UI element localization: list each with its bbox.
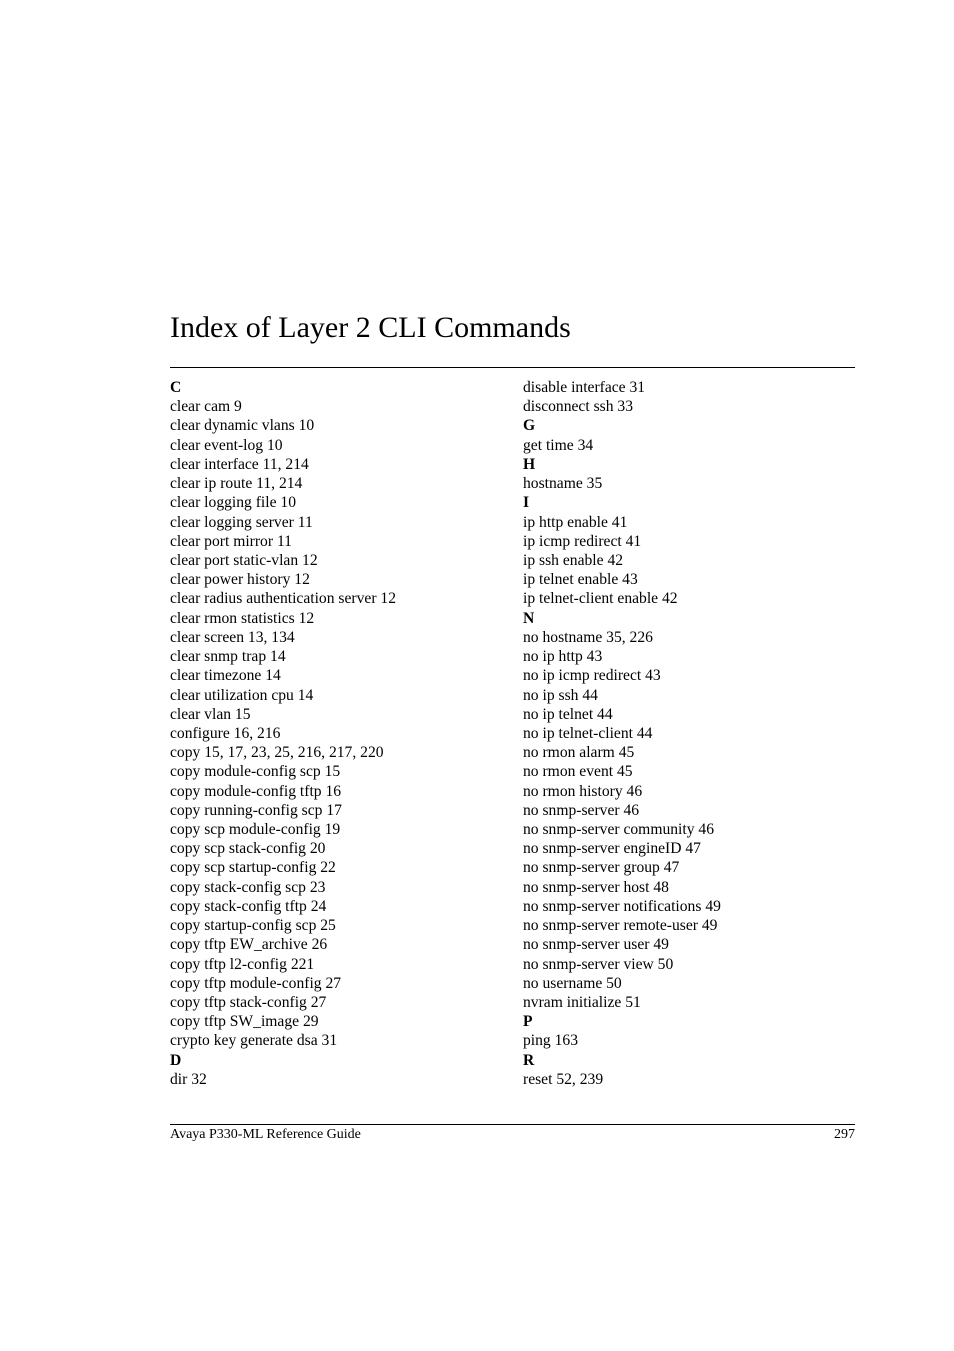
index-entry: ip http enable 41	[523, 513, 628, 531]
index-entry: copy module-config tftp 16	[170, 782, 342, 800]
index-entry: clear event-log 10	[170, 436, 283, 454]
index-entry: clear port static-vlan 12	[170, 551, 318, 569]
index-entry: clear utilization cpu 14	[170, 686, 314, 704]
index-entry: copy scp stack-config 20	[170, 840, 326, 858]
index-entry: no snmp-server user 49	[523, 936, 669, 954]
index-entry: no rmon alarm 45	[523, 744, 635, 762]
index-entry: no snmp-server host 48	[523, 878, 669, 896]
index-entry: clear cam 9	[170, 398, 242, 416]
index-entry: clear interface 11, 214	[170, 455, 309, 473]
index-entry: copy module-config scp 15	[170, 763, 341, 781]
page-title: Index of Layer 2 CLI Commands	[170, 311, 571, 344]
title-divider	[170, 367, 855, 368]
index-entry: clear dynamic vlans 10	[170, 417, 315, 435]
index-entry: no snmp-server community 46	[523, 821, 714, 839]
index-column-right	[523, 378, 853, 1089]
index-letter-heading: H	[523, 455, 536, 473]
index-entry: clear port mirror 11	[170, 532, 292, 550]
index-entry: ping 163	[523, 1032, 579, 1050]
index-entry: get time 34	[523, 436, 594, 454]
index-entry: copy tftp module-config 27	[170, 974, 342, 992]
index-entry: copy 15, 17, 23, 25, 216, 217, 220	[170, 744, 384, 762]
index-entry: dir 32	[170, 1070, 207, 1088]
index-entry: clear vlan 15	[170, 705, 251, 723]
index-entry: clear rmon statistics 12	[170, 609, 315, 627]
index-entry: clear power history 12	[170, 571, 310, 589]
index-entry: no rmon history 46	[523, 782, 643, 800]
index-entry: no hostname 35, 226	[523, 628, 653, 646]
index-column-left	[170, 378, 500, 1089]
index-entry: clear ip route 11, 214	[170, 475, 303, 493]
index-letter-heading: P	[523, 1013, 533, 1031]
footer-page-number: 297	[834, 1127, 855, 1142]
index-entry: disconnect ssh 33	[523, 398, 634, 416]
index-letter-heading: R	[523, 1051, 535, 1069]
index-entry: no snmp-server remote-user 49	[523, 917, 718, 935]
index-entry: ip telnet-client enable 42	[523, 590, 678, 608]
index-entry: no ip telnet 44	[523, 705, 613, 723]
index-entry: disable interface 31	[523, 379, 646, 396]
index-entry: no snmp-server group 47	[523, 859, 680, 877]
index-entry: no rmon event 45	[523, 763, 633, 781]
index-entry: no snmp-server view 50	[523, 955, 674, 973]
index-entry: no ip http 43	[523, 648, 603, 666]
index-entry: copy scp startup-config 22	[170, 859, 336, 877]
index-entry: ip telnet enable 43	[523, 571, 638, 589]
footer-divider	[170, 1124, 855, 1125]
index-entry: crypto key generate dsa 31	[170, 1032, 338, 1050]
index-entry: nvram initialize 51	[523, 994, 641, 1011]
index-letter-heading: G	[523, 417, 536, 435]
index-entry: no username 50	[523, 974, 622, 992]
index-entry: copy startup-config scp 25	[170, 917, 336, 935]
index-entry: no snmp-server engineID 47	[523, 840, 701, 858]
index-entry: clear screen 13, 134	[170, 628, 295, 646]
index-entry: copy tftp l2-config 221	[170, 955, 315, 973]
index-entry: ip ssh enable 42	[523, 551, 624, 569]
index-letter-heading: I	[523, 494, 530, 512]
index-entry: copy running-config scp 17	[170, 801, 342, 819]
index-entry: no ip telnet-client 44	[523, 724, 653, 742]
index-entry: reset 52, 239	[523, 1070, 604, 1088]
index-entry: copy tftp stack-config 27	[170, 994, 327, 1011]
index-letter-heading: N	[523, 609, 535, 627]
index-entry: copy tftp EW_archive 26	[170, 936, 328, 954]
index-letter-heading: D	[170, 1051, 182, 1069]
index-entry: copy stack-config scp 23	[170, 878, 326, 896]
index-entry: clear snmp trap 14	[170, 648, 286, 666]
index-entry: no snmp-server notifications 49	[523, 897, 721, 915]
footer-guide-title: Avaya P330-ML Reference Guide	[170, 1127, 361, 1142]
index-entry: copy scp module-config 19	[170, 821, 341, 839]
index-entry: no ip ssh 44	[523, 686, 598, 704]
index-entry: copy tftp SW_image 29	[170, 1013, 319, 1031]
index-entry: hostname 35	[523, 475, 603, 493]
index-entry: no snmp-server 46	[523, 801, 640, 819]
index-letter-heading: C	[170, 379, 182, 396]
index-entry: clear radius authentication server 12	[170, 590, 397, 608]
index-entry: clear logging server 11	[170, 513, 313, 531]
index-entry: clear timezone 14	[170, 667, 281, 685]
index-entry: clear logging file 10	[170, 494, 297, 512]
index-entry: no ip icmp redirect 43	[523, 667, 661, 685]
index-entry: configure 16, 216	[170, 724, 281, 742]
index-entry: ip icmp redirect 41	[523, 532, 642, 550]
index-entry: copy stack-config tftp 24	[170, 897, 327, 915]
